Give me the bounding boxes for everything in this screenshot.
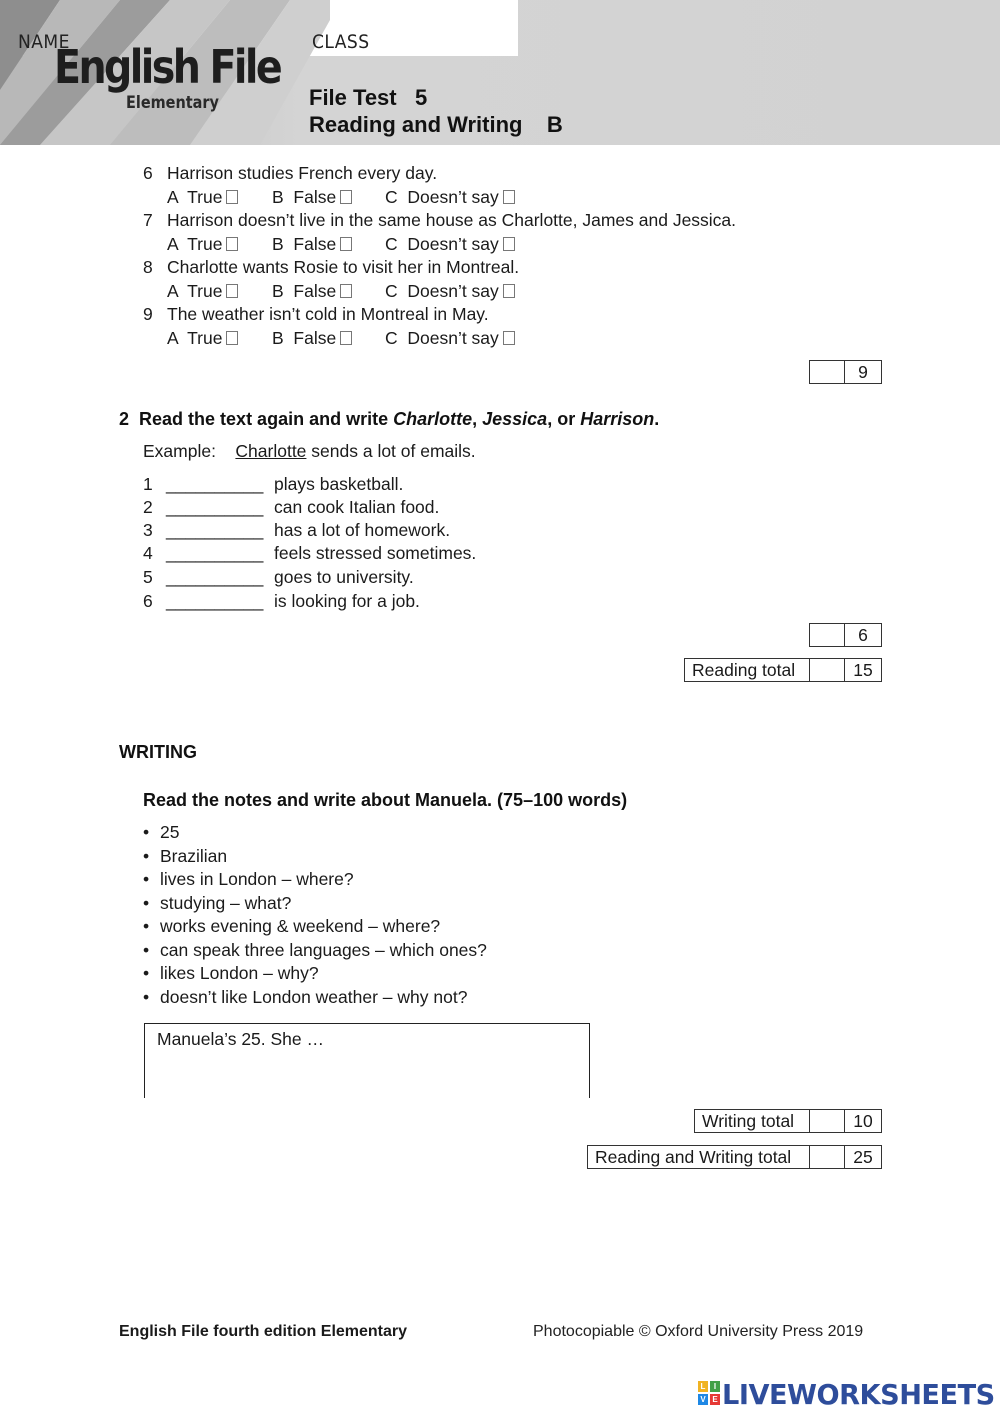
bullet-icon: • [143, 940, 150, 960]
logo-square: I [710, 1381, 720, 1392]
bullet-icon: • [143, 846, 150, 866]
item-number: 1 [143, 474, 153, 494]
answer-blank[interactable]: __________ [166, 520, 264, 540]
item-number: 7 [143, 210, 153, 230]
checkbox-icon[interactable] [340, 331, 352, 345]
option-true[interactable] [167, 187, 238, 208]
item-statement: Harrison studies French every day. [167, 163, 438, 183]
test-title: File Test 5 [309, 85, 428, 110]
checkbox-icon[interactable] [340, 190, 352, 204]
option-label: C Doesn’t say [385, 328, 499, 348]
section1-score-input[interactable] [809, 360, 845, 384]
option-true[interactable] [167, 234, 238, 255]
name-label: NAME [18, 31, 70, 53]
writing-instruction: Read the notes and write about Manuela. (75–100 words) [143, 790, 628, 810]
test-subtitle: Reading and Writing B [309, 112, 563, 137]
reading-total-input[interactable] [809, 658, 845, 682]
writing-start-text: Manuela’s 25. She … [157, 1029, 325, 1049]
answer-blank[interactable]: __________ [166, 474, 264, 494]
logo-square: E [710, 1394, 720, 1405]
checkbox-icon[interactable] [226, 190, 238, 204]
option-false[interactable] [272, 187, 352, 208]
section1-max-score: 9 [845, 360, 882, 384]
section-number: 2 [119, 409, 130, 429]
checkbox-icon[interactable] [226, 284, 238, 298]
item-number: 4 [143, 543, 153, 563]
name-jessica: Jessica [482, 409, 548, 429]
liveworksheets-logo-icon [698, 1381, 720, 1405]
option-label: A True [167, 281, 223, 301]
note-item: 25 [160, 822, 180, 842]
note-item: Brazilian [160, 846, 228, 866]
brand-level: Elementary [126, 93, 219, 113]
logo-square: L [698, 1381, 708, 1392]
bullet-icon: • [143, 893, 150, 913]
option-label: B False [272, 234, 337, 254]
item-number: 2 [143, 497, 153, 517]
option-label: C Doesn’t say [385, 187, 499, 207]
option-false[interactable] [272, 281, 352, 302]
option-doesnt-say[interactable] [385, 281, 515, 302]
option-doesnt-say[interactable] [385, 328, 515, 349]
option-true[interactable] [167, 281, 238, 302]
note-item: lives in London – where? [160, 869, 354, 889]
separator: . [654, 409, 660, 429]
item-text: has a lot of homework. [274, 520, 451, 540]
item-number: 6 [143, 591, 153, 611]
checkbox-icon[interactable] [226, 331, 238, 345]
item-number: 6 [143, 163, 153, 183]
liveworksheets-watermark[interactable]: LIVEWORKSHEETS [722, 1378, 995, 1411]
option-label: A True [167, 328, 223, 348]
option-false[interactable] [272, 234, 352, 255]
instruction-text: Read the text again and write [139, 409, 394, 429]
footer-edition: English File fourth edition Elementary [119, 1323, 408, 1340]
writing-heading: WRITING [119, 742, 197, 762]
item-statement: Charlotte wants Rosie to visit her in Montreal. [167, 257, 520, 277]
logo-square: V [698, 1394, 708, 1405]
item-statement: The weather isn’t cold in Montreal in May. [167, 304, 489, 324]
brand-logo: English File [54, 40, 281, 94]
option-label: B False [272, 328, 337, 348]
item-text: plays basketball. [274, 474, 404, 494]
checkbox-icon[interactable] [503, 284, 515, 298]
item-number: 3 [143, 520, 153, 540]
section2-heading [119, 409, 659, 430]
section2-max-score: 6 [845, 623, 882, 647]
answer-blank[interactable]: __________ [166, 543, 264, 563]
reading-total-label: Reading total [684, 658, 809, 682]
footer-copyright: Photocopiable © Oxford University Press 2019 [533, 1323, 864, 1340]
name-harrison: Harrison [580, 409, 655, 429]
option-label: A True [167, 234, 223, 254]
writing-total-label: Writing total [694, 1109, 809, 1133]
item-text: feels stressed sometimes. [274, 543, 477, 563]
bullet-icon: • [143, 963, 150, 983]
answer-blank[interactable]: __________ [166, 567, 264, 587]
option-label: C Doesn’t say [385, 281, 499, 301]
section2-score-input[interactable] [809, 623, 845, 647]
example-line [143, 441, 476, 462]
option-doesnt-say[interactable] [385, 234, 515, 255]
writing-total-input[interactable] [809, 1109, 845, 1133]
option-doesnt-say[interactable] [385, 187, 515, 208]
class-label: CLASS [312, 31, 370, 53]
item-number: 5 [143, 567, 153, 587]
note-item: works evening & weekend – where? [160, 916, 441, 936]
option-false[interactable] [272, 328, 352, 349]
bullet-icon: • [143, 822, 150, 842]
item-number: 8 [143, 257, 153, 277]
item-text: can cook Italian food. [274, 497, 440, 517]
item-text: goes to university. [274, 567, 414, 587]
note-item: likes London – why? [160, 963, 319, 983]
item-number: 9 [143, 304, 153, 324]
separator: , [472, 409, 483, 429]
checkbox-icon[interactable] [503, 237, 515, 251]
example-label: Example: [143, 441, 216, 461]
grand-total-max: 25 [845, 1145, 882, 1169]
writing-total-max: 10 [845, 1109, 882, 1133]
bullet-icon: • [143, 869, 150, 889]
checkbox-icon[interactable] [503, 190, 515, 204]
answer-blank[interactable]: __________ [166, 497, 264, 517]
option-label: C Doesn’t say [385, 234, 499, 254]
note-item: doesn’t like London weather – why not? [160, 987, 468, 1007]
checkbox-icon[interactable] [503, 331, 515, 345]
answer-blank[interactable]: __________ [166, 591, 264, 611]
item-statement: Harrison doesn’t live in the same house as Charlotte, James and Jessica. [167, 210, 737, 230]
grand-total-input[interactable] [809, 1145, 845, 1169]
option-label: B False [272, 281, 337, 301]
example-text: sends a lot of emails. [306, 441, 476, 461]
item-text: is looking for a job. [274, 591, 420, 611]
checkbox-icon[interactable] [340, 284, 352, 298]
bullet-icon: • [143, 987, 150, 1007]
separator: , or [547, 409, 581, 429]
checkbox-icon[interactable] [340, 237, 352, 251]
option-true[interactable] [167, 328, 238, 349]
checkbox-icon[interactable] [226, 237, 238, 251]
grand-total-label: Reading and Writing total [587, 1145, 809, 1169]
note-item: can speak three languages – which ones? [160, 940, 487, 960]
note-item: studying – what? [160, 893, 292, 913]
option-label: B False [272, 187, 337, 207]
option-label: A True [167, 187, 223, 207]
example-answer: Charlotte [235, 441, 307, 461]
name-charlotte: Charlotte [393, 409, 473, 429]
bullet-icon: • [143, 916, 150, 936]
reading-total-max: 15 [845, 658, 882, 682]
